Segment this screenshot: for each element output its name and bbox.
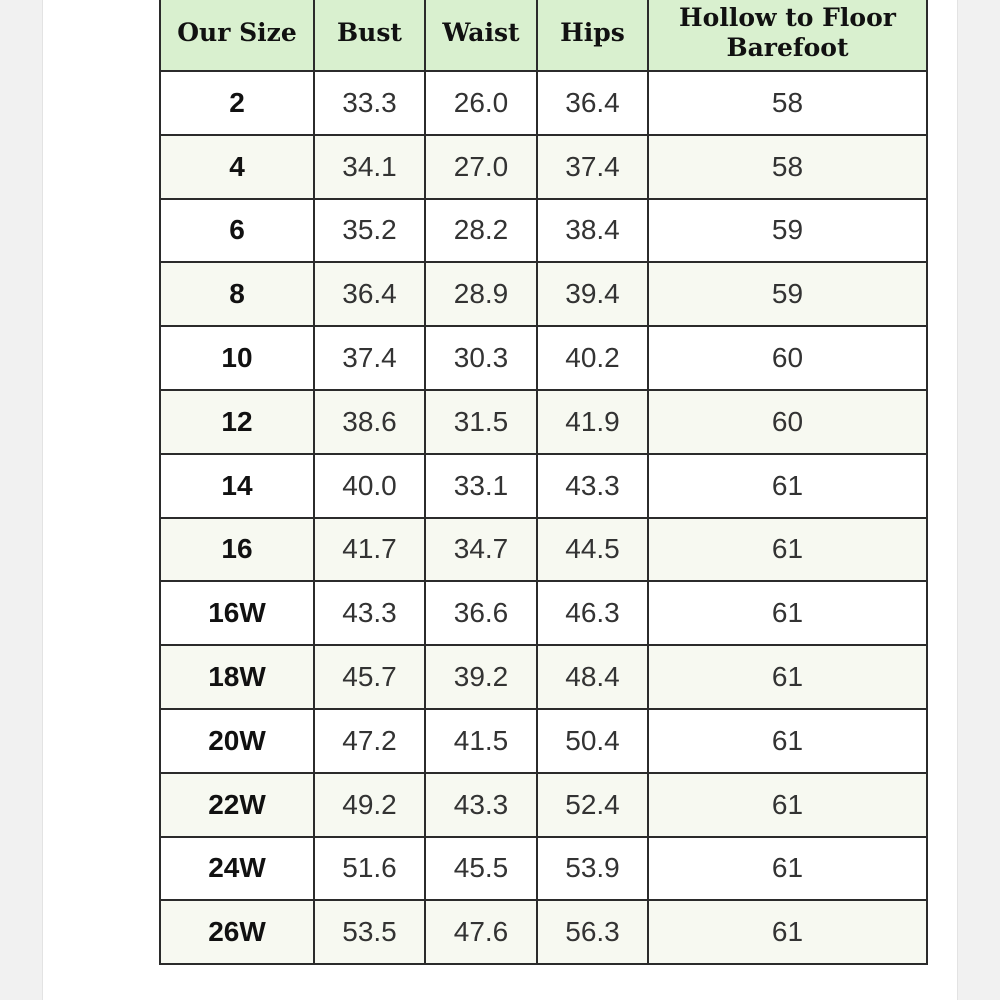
- bust-cell: 38.6: [314, 390, 425, 454]
- hips-cell: 52.4: [537, 773, 648, 837]
- hips-cell: 41.9: [537, 390, 648, 454]
- bust-cell: 45.7: [314, 645, 425, 709]
- hips-cell: 40.2: [537, 326, 648, 390]
- waist-cell: 34.7: [425, 518, 537, 582]
- table-row: [160, 837, 927, 901]
- size-cell: 20W: [160, 709, 314, 773]
- bust-cell: 41.7: [314, 518, 425, 582]
- hips-cell: 36.4: [537, 71, 648, 135]
- size-chart-table: [159, 0, 928, 965]
- page-panel: [42, 0, 958, 1000]
- size-cell: 10: [160, 326, 314, 390]
- waist-cell: 28.9: [425, 262, 537, 326]
- hollow-to-floor-cell: 61: [648, 837, 927, 901]
- table-row: [160, 71, 927, 135]
- hollow-to-floor-cell: 61: [648, 518, 927, 582]
- size-cell: 26W: [160, 900, 314, 964]
- size-cell: 24W: [160, 837, 314, 901]
- table-row: [160, 709, 927, 773]
- size-cell: 18W: [160, 645, 314, 709]
- waist-cell: 27.0: [425, 135, 537, 199]
- table-row: [160, 262, 927, 326]
- waist-cell: 33.1: [425, 454, 537, 518]
- header-hollow-to-floor-text: Hollow to Floor Barefoot: [679, 3, 896, 62]
- waist-cell: 30.3: [425, 326, 537, 390]
- bust-cell: 37.4: [314, 326, 425, 390]
- hips-cell: 56.3: [537, 900, 648, 964]
- header-hollow-to-floor: [648, 0, 927, 71]
- table-row: [160, 199, 927, 263]
- size-cell: 14: [160, 454, 314, 518]
- size-cell: 8: [160, 262, 314, 326]
- hips-cell: 50.4: [537, 709, 648, 773]
- hollow-to-floor-cell: 59: [648, 199, 927, 263]
- size-cell: 2: [160, 71, 314, 135]
- waist-cell: 36.6: [425, 581, 537, 645]
- table-row: [160, 518, 927, 582]
- size-cell: 16: [160, 518, 314, 582]
- header-our-size: Our Size: [160, 0, 314, 71]
- size-cell: 4: [160, 135, 314, 199]
- header-hips: Hips: [537, 0, 648, 71]
- table-header: [160, 0, 927, 71]
- size-cell: 6: [160, 199, 314, 263]
- table-row: [160, 135, 927, 199]
- hollow-to-floor-cell: 61: [648, 709, 927, 773]
- hips-cell: 39.4: [537, 262, 648, 326]
- bust-cell: 34.1: [314, 135, 425, 199]
- bust-cell: 36.4: [314, 262, 425, 326]
- table-row: [160, 645, 927, 709]
- table-row: [160, 900, 927, 964]
- waist-cell: 41.5: [425, 709, 537, 773]
- waist-cell: 26.0: [425, 71, 537, 135]
- table-row: [160, 326, 927, 390]
- bust-cell: 43.3: [314, 581, 425, 645]
- bust-cell: 49.2: [314, 773, 425, 837]
- hips-cell: 53.9: [537, 837, 648, 901]
- size-cell: 16W: [160, 581, 314, 645]
- bust-cell: 33.3: [314, 71, 425, 135]
- hollow-to-floor-cell: 61: [648, 581, 927, 645]
- hollow-to-floor-cell: 61: [648, 773, 927, 837]
- bust-cell: 53.5: [314, 900, 425, 964]
- hollow-to-floor-cell: 61: [648, 454, 927, 518]
- table-row: [160, 390, 927, 454]
- hips-cell: 46.3: [537, 581, 648, 645]
- waist-cell: 39.2: [425, 645, 537, 709]
- waist-cell: 45.5: [425, 837, 537, 901]
- bust-cell: 40.0: [314, 454, 425, 518]
- bust-cell: 47.2: [314, 709, 425, 773]
- waist-cell: 47.6: [425, 900, 537, 964]
- hollow-to-floor-cell: 61: [648, 645, 927, 709]
- hips-cell: 38.4: [537, 199, 648, 263]
- table-row: [160, 773, 927, 837]
- table-body: [160, 71, 927, 964]
- waist-cell: 28.2: [425, 199, 537, 263]
- header-row: [160, 0, 927, 71]
- size-cell: 12: [160, 390, 314, 454]
- table-row: [160, 581, 927, 645]
- header-bust: Bust: [314, 0, 425, 71]
- table-row: [160, 454, 927, 518]
- hollow-to-floor-cell: 58: [648, 71, 927, 135]
- size-cell: 22W: [160, 773, 314, 837]
- hips-cell: 48.4: [537, 645, 648, 709]
- bust-cell: 35.2: [314, 199, 425, 263]
- hollow-to-floor-cell: 61: [648, 900, 927, 964]
- hollow-to-floor-cell: 60: [648, 326, 927, 390]
- waist-cell: 31.5: [425, 390, 537, 454]
- hips-cell: 44.5: [537, 518, 648, 582]
- hips-cell: 37.4: [537, 135, 648, 199]
- hollow-to-floor-cell: 59: [648, 262, 927, 326]
- waist-cell: 43.3: [425, 773, 537, 837]
- header-waist: Waist: [425, 0, 537, 71]
- hollow-to-floor-cell: 58: [648, 135, 927, 199]
- bust-cell: 51.6: [314, 837, 425, 901]
- hips-cell: 43.3: [537, 454, 648, 518]
- hollow-to-floor-cell: 60: [648, 390, 927, 454]
